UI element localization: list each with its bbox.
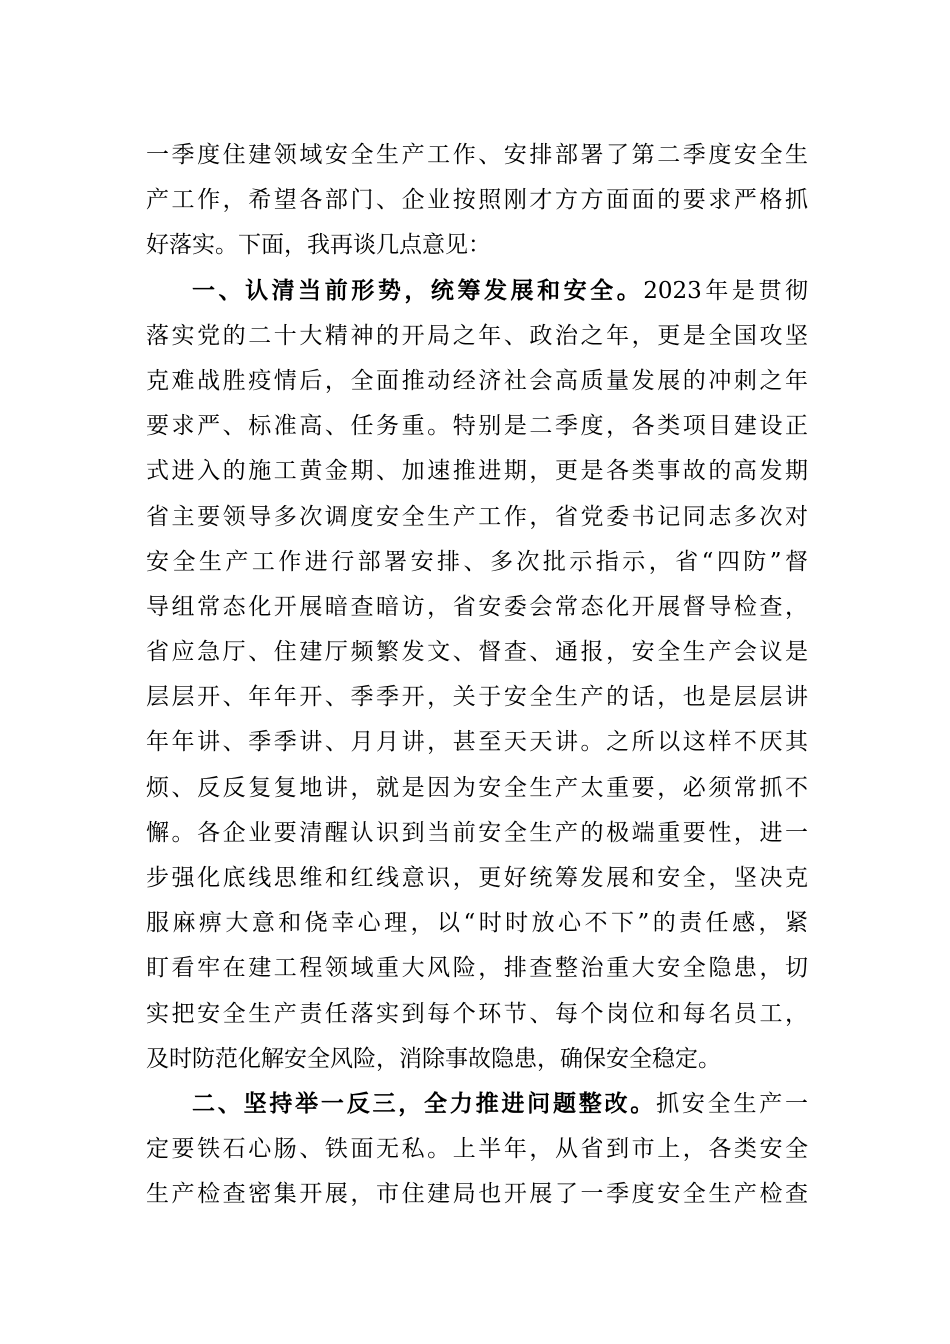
text-line: 省应急厅、住建厅频繁发文、督查、通报，安全生产会议是 xyxy=(146,639,808,666)
text-line: 定要铁石心肠、铁面无私。上半年，从省到市上，各类安全 xyxy=(146,1136,808,1163)
text-line: 安全生产工作进行部署安排、多次批示指示，省“四防”督 xyxy=(146,548,808,575)
text-line: 盯看牢在建工程领域重大风险，排查整治重大安全隐患，切 xyxy=(146,955,808,982)
text-line: 年年讲、季季讲、月月讲，甚至天天讲。之所以这样不厌其 xyxy=(146,729,808,756)
text-line: 省主要领导多次调度安全生产工作，省党委书记同志多次对 xyxy=(146,503,808,530)
text-line: 步强化底线思维和红线意识，更好统筹发展和安全，坚决克 xyxy=(146,865,808,891)
text-line: 要求严、标准高、任务重。特别是二季度，各类项目建设正 xyxy=(146,413,808,440)
text-line: 生产检查密集开展，市住建局也开展了一季度安全生产检查 xyxy=(146,1181,808,1208)
text-line: 克难战胜疫情后，全面推动经济社会高质量发展的冲刺之年 xyxy=(146,367,808,394)
text-line: 实把安全生产责任落实到每个环节、每个岗位和每名员工， xyxy=(146,1000,808,1027)
text-line: 服麻痹大意和侥幸心理，以“时时放心不下”的责任感，紧 xyxy=(146,910,808,937)
document-body xyxy=(146,133,808,1218)
text-line: 懈。各企业要清醒认识到当前安全生产的极端重要性，进一 xyxy=(146,819,808,846)
text-line: 烦、反反复复地讲，就是因为安全生产太重要，必须常抓不 xyxy=(146,774,808,801)
text-run: 2023年是贯彻 xyxy=(643,277,808,304)
section-2-heading: 二、坚持举一反三，全力推进问题整改。 xyxy=(192,1090,657,1117)
text-line: 好落实。下面，我再谈几点意见： xyxy=(146,232,491,259)
section-1-heading: 一、认清当前形势，统筹发展和安全。 xyxy=(192,277,644,304)
text-line: 式进入的施工黄金期、加速推进期，更是各类事故的高发期 xyxy=(146,458,808,485)
text-line: 一季度住建领域安全生产工作、安排部署了第二季度安全生 xyxy=(146,142,808,168)
text-line: 及时防范化解安全风险，消除事故隐患，确保安全稳定。 xyxy=(146,1045,721,1072)
section-2-first-line xyxy=(146,1082,808,1127)
text-run: 抓安全生产一 xyxy=(656,1090,809,1117)
section-1-first-line xyxy=(146,269,808,314)
text-line: 落实党的二十大精神的开局之年、政治之年，更是全国攻坚 xyxy=(146,322,808,349)
text-line: 层层开、年年开、季季开，关于安全生产的话，也是层层讲 xyxy=(146,684,808,711)
text-line: 产工作，希望各部门、企业按照刚才方方面面的要求严格抓 xyxy=(146,187,808,214)
text-line: 导组常态化开展暗查暗访，省安委会常态化开展督导检查， xyxy=(146,593,808,620)
